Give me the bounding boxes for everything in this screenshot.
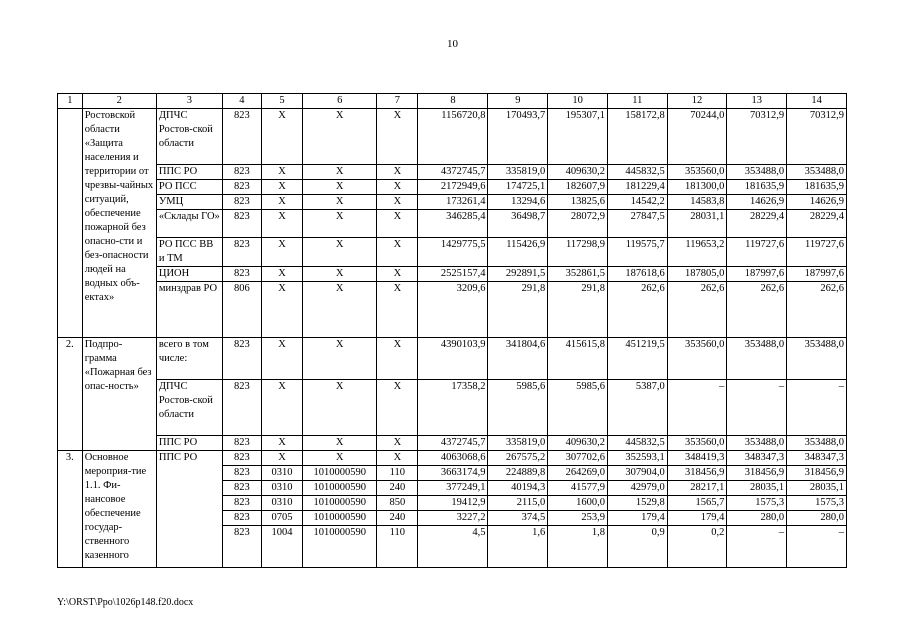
- value-cell-c5: 0310: [261, 481, 302, 496]
- value-cell-c14: 187997,6: [787, 267, 847, 282]
- value-cell-c14: 262,6: [787, 282, 847, 338]
- row-number-cell: 2.: [58, 338, 83, 451]
- value-cell-c11: 42979,0: [607, 481, 667, 496]
- value-cell-c4: 823: [222, 481, 261, 496]
- value-cell-c12: 353560,0: [667, 338, 727, 380]
- value-cell-c14: 280,0: [787, 511, 847, 526]
- value-cell-c5: Х: [261, 380, 302, 436]
- value-cell-c9: 2115,0: [488, 496, 548, 511]
- value-cell-c5: 0310: [261, 496, 302, 511]
- value-cell-c10: 409630,2: [548, 165, 608, 180]
- value-cell-c8: 3663174,9: [418, 466, 488, 481]
- value-cell-c6: 1010000590: [303, 481, 377, 496]
- value-cell-c4: 823: [222, 466, 261, 481]
- value-cell-c9: 341804,6: [488, 338, 548, 380]
- value-cell-c13: 70312,9: [727, 109, 787, 165]
- value-cell-c12: 353560,0: [667, 165, 727, 180]
- value-cell-c13: 353488,0: [727, 436, 787, 451]
- header-row: [58, 94, 847, 109]
- value-cell-c8: 17358,2: [418, 380, 488, 436]
- value-cell-c14: –: [787, 526, 847, 568]
- value-cell-c9: 292891,5: [488, 267, 548, 282]
- executor-cell: УМЦ: [156, 195, 222, 210]
- value-cell-c8: 4372745,7: [418, 436, 488, 451]
- value-cell-c11: 1529,8: [607, 496, 667, 511]
- value-cell-c8: 4,5: [418, 526, 488, 568]
- value-cell-c4: 823: [222, 526, 261, 568]
- value-cell-c9: 13294,6: [488, 195, 548, 210]
- value-cell-c9: 267575,2: [488, 451, 548, 466]
- table-row: [58, 282, 847, 338]
- value-cell-c8: 4063068,6: [418, 451, 488, 466]
- value-cell-c8: 173261,4: [418, 195, 488, 210]
- value-cell-c11: 119575,7: [607, 238, 667, 267]
- header-cell: 9: [488, 94, 548, 109]
- value-cell-c10: 28072,9: [548, 210, 608, 238]
- executor-cell: ППС РО: [156, 436, 222, 451]
- value-cell-c8: 4390103,9: [418, 338, 488, 380]
- value-cell-c6: Х: [303, 282, 377, 338]
- table-row: [58, 436, 847, 451]
- value-cell-c13: 262,6: [727, 282, 787, 338]
- value-cell-c11: 187618,6: [607, 267, 667, 282]
- value-cell-c11: 5387,0: [607, 380, 667, 436]
- header-cell: 8: [418, 94, 488, 109]
- value-cell-c11: 352593,1: [607, 451, 667, 466]
- value-cell-c12: 0,2: [667, 526, 727, 568]
- value-cell-c14: 181635,9: [787, 180, 847, 195]
- value-cell-c4: 823: [222, 238, 261, 267]
- value-cell-c7: Х: [377, 267, 418, 282]
- value-cell-c7: 110: [377, 526, 418, 568]
- value-cell-c8: 4372745,7: [418, 165, 488, 180]
- header-cell: 1: [58, 94, 83, 109]
- value-cell-c12: 348419,3: [667, 451, 727, 466]
- value-cell-c9: 36498,7: [488, 210, 548, 238]
- value-cell-c5: Х: [261, 165, 302, 180]
- value-cell-c6: Х: [303, 436, 377, 451]
- value-cell-c10: 415615,8: [548, 338, 608, 380]
- value-cell-c14: 348347,3: [787, 451, 847, 466]
- value-cell-c12: 1565,7: [667, 496, 727, 511]
- header-cell: 6: [303, 94, 377, 109]
- value-cell-c8: 1429775,5: [418, 238, 488, 267]
- value-cell-c4: 823: [222, 511, 261, 526]
- value-cell-c8: 1156720,8: [418, 109, 488, 165]
- header-cell: 12: [667, 94, 727, 109]
- value-cell-c4: 823: [222, 180, 261, 195]
- value-cell-c9: 170493,7: [488, 109, 548, 165]
- value-cell-c14: 1575,3: [787, 496, 847, 511]
- value-cell-c6: Х: [303, 238, 377, 267]
- value-cell-c13: 187997,6: [727, 267, 787, 282]
- executor-cell: РО ПСС: [156, 180, 222, 195]
- table-row: [58, 210, 847, 238]
- value-cell-c14: 14626,9: [787, 195, 847, 210]
- value-cell-c6: Х: [303, 109, 377, 165]
- value-cell-c11: 445832,5: [607, 436, 667, 451]
- value-cell-c10: 1600,0: [548, 496, 608, 511]
- value-cell-c4: 823: [222, 267, 261, 282]
- table-row: [58, 338, 847, 380]
- value-cell-c4: 823: [222, 496, 261, 511]
- value-cell-c12: 179,4: [667, 511, 727, 526]
- value-cell-c7: Х: [377, 282, 418, 338]
- value-cell-c7: Х: [377, 380, 418, 436]
- value-cell-c10: 5985,6: [548, 380, 608, 436]
- value-cell-c5: Х: [261, 195, 302, 210]
- value-cell-c13: 28229,4: [727, 210, 787, 238]
- value-cell-c4: 823: [222, 195, 261, 210]
- table-row: [58, 238, 847, 267]
- value-cell-c6: 1010000590: [303, 511, 377, 526]
- value-cell-c7: Х: [377, 195, 418, 210]
- value-cell-c5: 0310: [261, 466, 302, 481]
- value-cell-c5: Х: [261, 180, 302, 195]
- value-cell-c4: 823: [222, 338, 261, 380]
- value-cell-c10: 291,8: [548, 282, 608, 338]
- header-cell: 4: [222, 94, 261, 109]
- value-cell-c10: 195307,1: [548, 109, 608, 165]
- value-cell-c5: Х: [261, 436, 302, 451]
- executor-cell: ППС РО: [156, 165, 222, 180]
- value-cell-c12: 28217,1: [667, 481, 727, 496]
- header-cell: 7: [377, 94, 418, 109]
- value-cell-c9: 374,5: [488, 511, 548, 526]
- value-cell-c7: Х: [377, 210, 418, 238]
- value-cell-c6: 1010000590: [303, 496, 377, 511]
- file-path-footer: Y:\ORST\Ppo\1026p148.f20.docx: [57, 597, 194, 608]
- value-cell-c4: 823: [222, 210, 261, 238]
- value-cell-c13: 28035,1: [727, 481, 787, 496]
- value-cell-c9: 40194,3: [488, 481, 548, 496]
- value-cell-c9: 5985,6: [488, 380, 548, 436]
- value-cell-c7: Х: [377, 109, 418, 165]
- value-cell-c8: 3209,6: [418, 282, 488, 338]
- value-cell-c13: 348347,3: [727, 451, 787, 466]
- value-cell-c6: 1010000590: [303, 466, 377, 481]
- value-cell-c14: –: [787, 380, 847, 436]
- value-cell-c12: 318456,9: [667, 466, 727, 481]
- value-cell-c5: Х: [261, 109, 302, 165]
- value-cell-c14: 119727,6: [787, 238, 847, 267]
- value-cell-c11: 307904,0: [607, 466, 667, 481]
- value-cell-c5: Х: [261, 210, 302, 238]
- value-cell-c6: Х: [303, 267, 377, 282]
- value-cell-c13: 181635,9: [727, 180, 787, 195]
- subprogram-name-cell: Подпро-грамма «Пожарная без опас-ность»: [82, 338, 156, 451]
- value-cell-c12: 70244,0: [667, 109, 727, 165]
- value-cell-c14: 353488,0: [787, 338, 847, 380]
- value-cell-c4: 823: [222, 165, 261, 180]
- executor-cell: ЦИОН: [156, 267, 222, 282]
- executor-cell: ДПЧС Ростов-ской области: [156, 109, 222, 165]
- value-cell-c11: 0,9: [607, 526, 667, 568]
- value-cell-c12: 14583,8: [667, 195, 727, 210]
- value-cell-c13: 353488,0: [727, 165, 787, 180]
- value-cell-c5: Х: [261, 238, 302, 267]
- value-cell-c8: 2525157,4: [418, 267, 488, 282]
- value-cell-c9: 174725,1: [488, 180, 548, 195]
- value-cell-c12: 187805,0: [667, 267, 727, 282]
- value-cell-c14: 353488,0: [787, 165, 847, 180]
- value-cell-c9: 115426,9: [488, 238, 548, 267]
- value-cell-c9: 335819,0: [488, 436, 548, 451]
- value-cell-c4: 823: [222, 109, 261, 165]
- program-name-cell: Ростовской области «Защита населения и территории от чрезвы-чайных ситуаций, обеспечение пожарной без опасно-сти и без-опасности людей на водных объ-ектах»: [82, 109, 156, 338]
- value-cell-c10: 1,8: [548, 526, 608, 568]
- page-number: 10: [447, 38, 458, 50]
- value-cell-c12: 262,6: [667, 282, 727, 338]
- value-cell-c4: 806: [222, 282, 261, 338]
- value-cell-c6: Х: [303, 165, 377, 180]
- value-cell-c6: Х: [303, 338, 377, 380]
- row-number-cell: 3.: [58, 451, 83, 568]
- table-row: [58, 451, 847, 466]
- value-cell-c11: 262,6: [607, 282, 667, 338]
- value-cell-c10: 182607,9: [548, 180, 608, 195]
- value-cell-c10: 253,9: [548, 511, 608, 526]
- table-row: [58, 267, 847, 282]
- value-cell-c5: Х: [261, 282, 302, 338]
- value-cell-c6: Х: [303, 451, 377, 466]
- header-cell: 10: [548, 94, 608, 109]
- value-cell-c14: 28035,1: [787, 481, 847, 496]
- executor-cell: ППС РО: [156, 451, 222, 568]
- value-cell-c4: 823: [222, 451, 261, 466]
- value-cell-c13: 14626,9: [727, 195, 787, 210]
- value-cell-c12: 28031,1: [667, 210, 727, 238]
- value-cell-c11: 14542,2: [607, 195, 667, 210]
- value-cell-c13: 1575,3: [727, 496, 787, 511]
- value-cell-c11: 451219,5: [607, 338, 667, 380]
- table-row: [58, 165, 847, 180]
- value-cell-c7: 110: [377, 466, 418, 481]
- value-cell-c7: Х: [377, 436, 418, 451]
- header-cell: 14: [787, 94, 847, 109]
- value-cell-c7: Х: [377, 338, 418, 380]
- measure-name-cell: Основное мероприя-тие 1.1. Фи-нансовое обеспечение государ-ственного казенного: [82, 451, 156, 568]
- table-row: [58, 380, 847, 436]
- value-cell-c5: 1004: [261, 526, 302, 568]
- value-cell-c5: Х: [261, 267, 302, 282]
- header-cell: 3: [156, 94, 222, 109]
- value-cell-c6: 1010000590: [303, 526, 377, 568]
- value-cell-c10: 41577,9: [548, 481, 608, 496]
- value-cell-c5: 0705: [261, 511, 302, 526]
- value-cell-c10: 307702,6: [548, 451, 608, 466]
- value-cell-c11: 27847,5: [607, 210, 667, 238]
- value-cell-c14: 28229,4: [787, 210, 847, 238]
- value-cell-c13: 353488,0: [727, 338, 787, 380]
- executor-cell: РО ПСС ВВ и ТМ: [156, 238, 222, 267]
- value-cell-c7: Х: [377, 180, 418, 195]
- value-cell-c4: 823: [222, 380, 261, 436]
- value-cell-c8: 3227,2: [418, 511, 488, 526]
- value-cell-c11: 158172,8: [607, 109, 667, 165]
- value-cell-c13: –: [727, 380, 787, 436]
- table-body: [58, 94, 847, 568]
- header-cell: 2: [82, 94, 156, 109]
- executor-cell: ДПЧС Ростов-ской области: [156, 380, 222, 436]
- value-cell-c11: 181229,4: [607, 180, 667, 195]
- table-row: [58, 180, 847, 195]
- value-cell-c9: 291,8: [488, 282, 548, 338]
- value-cell-c13: 318456,9: [727, 466, 787, 481]
- value-cell-c13: 280,0: [727, 511, 787, 526]
- value-cell-c6: Х: [303, 210, 377, 238]
- value-cell-c4: 823: [222, 436, 261, 451]
- value-cell-c14: 353488,0: [787, 436, 847, 451]
- value-cell-c9: 335819,0: [488, 165, 548, 180]
- value-cell-c13: –: [727, 526, 787, 568]
- header-cell: 13: [727, 94, 787, 109]
- value-cell-c9: 1,6: [488, 526, 548, 568]
- value-cell-c5: Х: [261, 451, 302, 466]
- value-cell-c7: 850: [377, 496, 418, 511]
- value-cell-c6: Х: [303, 195, 377, 210]
- value-cell-c7: Х: [377, 165, 418, 180]
- value-cell-c14: 70312,9: [787, 109, 847, 165]
- value-cell-c10: 264269,0: [548, 466, 608, 481]
- value-cell-c8: 377249,1: [418, 481, 488, 496]
- header-cell: 11: [607, 94, 667, 109]
- value-cell-c7: 240: [377, 511, 418, 526]
- executor-cell: минздрав РО: [156, 282, 222, 338]
- table-row: [58, 195, 847, 210]
- value-cell-c9: 224889,8: [488, 466, 548, 481]
- value-cell-c5: Х: [261, 338, 302, 380]
- row-number-cell: [58, 109, 83, 338]
- value-cell-c11: 445832,5: [607, 165, 667, 180]
- value-cell-c12: –: [667, 380, 727, 436]
- value-cell-c7: Х: [377, 238, 418, 267]
- value-cell-c10: 13825,6: [548, 195, 608, 210]
- value-cell-c12: 181300,0: [667, 180, 727, 195]
- value-cell-c10: 117298,9: [548, 238, 608, 267]
- value-cell-c13: 119727,6: [727, 238, 787, 267]
- executor-cell: всего в том числе:: [156, 338, 222, 380]
- value-cell-c8: 2172949,6: [418, 180, 488, 195]
- table-row: [58, 109, 847, 165]
- value-cell-c7: Х: [377, 451, 418, 466]
- value-cell-c14: 318456,9: [787, 466, 847, 481]
- value-cell-c10: 409630,2: [548, 436, 608, 451]
- executor-cell: «Склады ГО»: [156, 210, 222, 238]
- value-cell-c6: Х: [303, 380, 377, 436]
- value-cell-c12: 353560,0: [667, 436, 727, 451]
- budget-table: [57, 93, 847, 568]
- value-cell-c10: 352861,5: [548, 267, 608, 282]
- value-cell-c6: Х: [303, 180, 377, 195]
- value-cell-c7: 240: [377, 481, 418, 496]
- value-cell-c8: 346285,4: [418, 210, 488, 238]
- value-cell-c12: 119653,2: [667, 238, 727, 267]
- value-cell-c11: 179,4: [607, 511, 667, 526]
- value-cell-c8: 19412,9: [418, 496, 488, 511]
- header-cell: 5: [261, 94, 302, 109]
